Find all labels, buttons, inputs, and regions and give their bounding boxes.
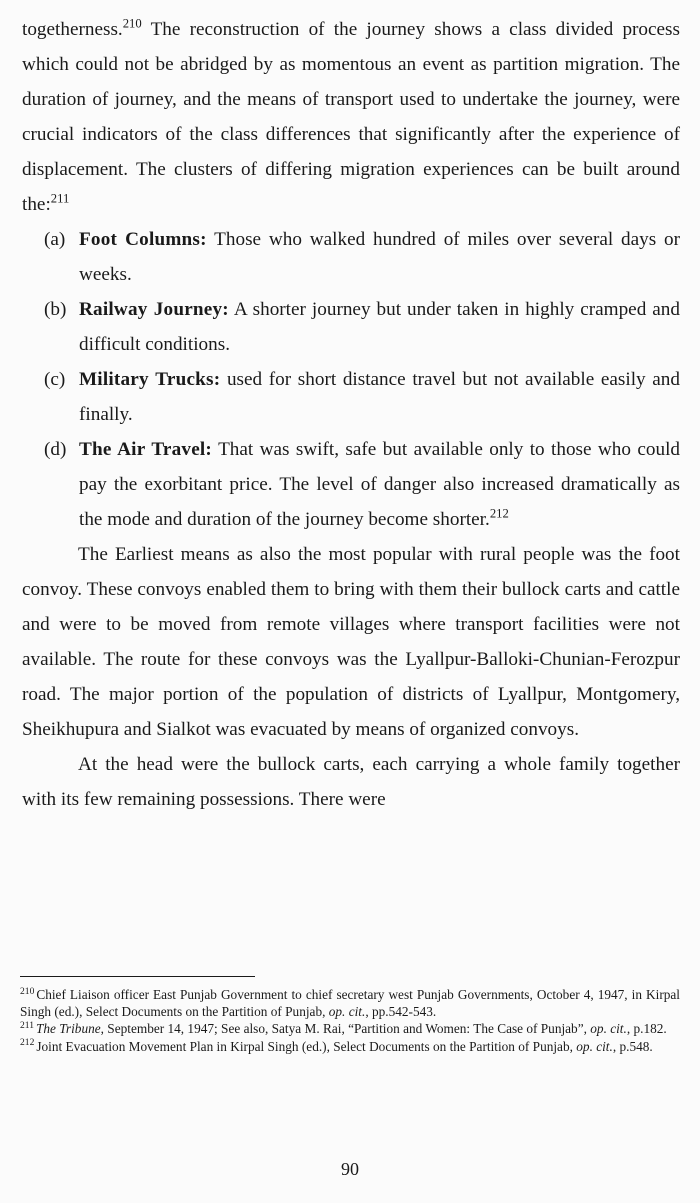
footnote-text-part1: Joint Evacuation Movement Plan in Kirpal Singh (ed.), Select Documents on the Partition of Punjab, bbox=[36, 1038, 577, 1054]
paragraph-bullock-carts: At the head were the bullock carts, each carrying a whole family together with its few remaining possessions. There were bbox=[22, 754, 680, 810]
footnote-text-part1: Chief Liaison officer East Punjab Government to chief secretary west Punjab Governments, October 4, 1947, in Kirpal Singh (ed.), Select Documents on the Partition of Punjab, bbox=[20, 987, 680, 1020]
list-item-lead: Foot Columns: bbox=[79, 229, 207, 250]
footnote-italic-opcit: op. cit. bbox=[590, 1021, 627, 1037]
list-item-marker: (b) bbox=[44, 299, 67, 320]
list-item-marker: (a) bbox=[44, 229, 66, 250]
list-item-text: Those who walked hundred of miles over several days or weeks. bbox=[79, 229, 680, 285]
footnote-ref-211[interactable]: 211 bbox=[50, 191, 70, 206]
list-item-marker: (d) bbox=[44, 439, 67, 460]
list-item-marker: (c) bbox=[44, 369, 66, 390]
footnote-block bbox=[20, 986, 680, 1055]
footnote-text-part2: , September 14, 1947; See also, Satya M. Rai, “Partition and Women: The Case of Punjab”, bbox=[100, 1021, 591, 1037]
footnote-separator-rule bbox=[20, 976, 255, 977]
list-item-lead: Railway Journey: bbox=[79, 299, 229, 320]
list-item-text: That was swift, safe but available only to those who could pay the exorbitant price. The level of danger also increased dramatically as the mode and duration of the journey become shorter. bbox=[79, 439, 680, 530]
migration-modes-list bbox=[22, 222, 680, 537]
list-item bbox=[22, 222, 680, 292]
footnote-number: 212 bbox=[20, 1037, 35, 1049]
list-item-lead: Military Trucks: bbox=[79, 369, 221, 390]
paragraph-opening-text-middle: The reconstruction of the journey shows a class divided process which could not be abridged by as momentous an event as partition migration. The duration of journey, and the means of transport used to undertake the journey, were crucial indicators of the class differences that significantly after the experience of displacement. The clusters of differing migration experiences can be built around the: bbox=[22, 19, 680, 215]
footnote-ref-212[interactable]: 212 bbox=[489, 506, 509, 521]
footnote-text-part3: , p.182. bbox=[626, 1021, 667, 1037]
footnote-number: 210 bbox=[20, 985, 35, 997]
page-number: 90 bbox=[341, 1159, 359, 1179]
paragraph-convoys: The Earliest means as also the most popular with rural people was the foot convoy. These convoys enabled them to bring with them their bullock carts and cattle and were to be moved from remote villages where transport facilities were not available. The route for these convoys was the Lyallpur-Balloki-Chunian-Ferozpur road. The major portion of the population of districts of Lyallpur, Montgomery, Sheikhupura and Sialkot was evacuated by means of organized convoys. bbox=[22, 544, 680, 740]
list-item-text: used for short distance travel but not available easily and finally. bbox=[79, 369, 680, 425]
list-item bbox=[22, 292, 680, 362]
footnote-italic-opcit: op. cit. bbox=[328, 1004, 366, 1020]
page-body bbox=[22, 12, 680, 817]
list-item bbox=[22, 432, 680, 537]
footnote-entry bbox=[20, 986, 680, 1020]
footnote-text-part2: , p.548. bbox=[612, 1038, 653, 1054]
footnote-number: 211 bbox=[20, 1019, 34, 1031]
list-item-lead: The Air Travel: bbox=[79, 439, 213, 460]
footnote-text-part2: , pp.542-543. bbox=[365, 1004, 437, 1020]
paragraph-opening bbox=[22, 12, 680, 222]
paragraph-opening-text-before-note: togetherness. bbox=[22, 19, 123, 40]
list-item bbox=[22, 362, 680, 432]
footnote-italic-title: The Tribune bbox=[36, 1021, 101, 1037]
footnote-italic-opcit: op. cit. bbox=[576, 1038, 613, 1054]
footnote-entry bbox=[20, 1020, 680, 1037]
list-item-text: A shorter journey but under taken in highly cramped and difficult conditions. bbox=[79, 299, 680, 355]
footnote-entry bbox=[20, 1038, 680, 1055]
footnote-ref-210[interactable]: 210 bbox=[122, 16, 142, 31]
